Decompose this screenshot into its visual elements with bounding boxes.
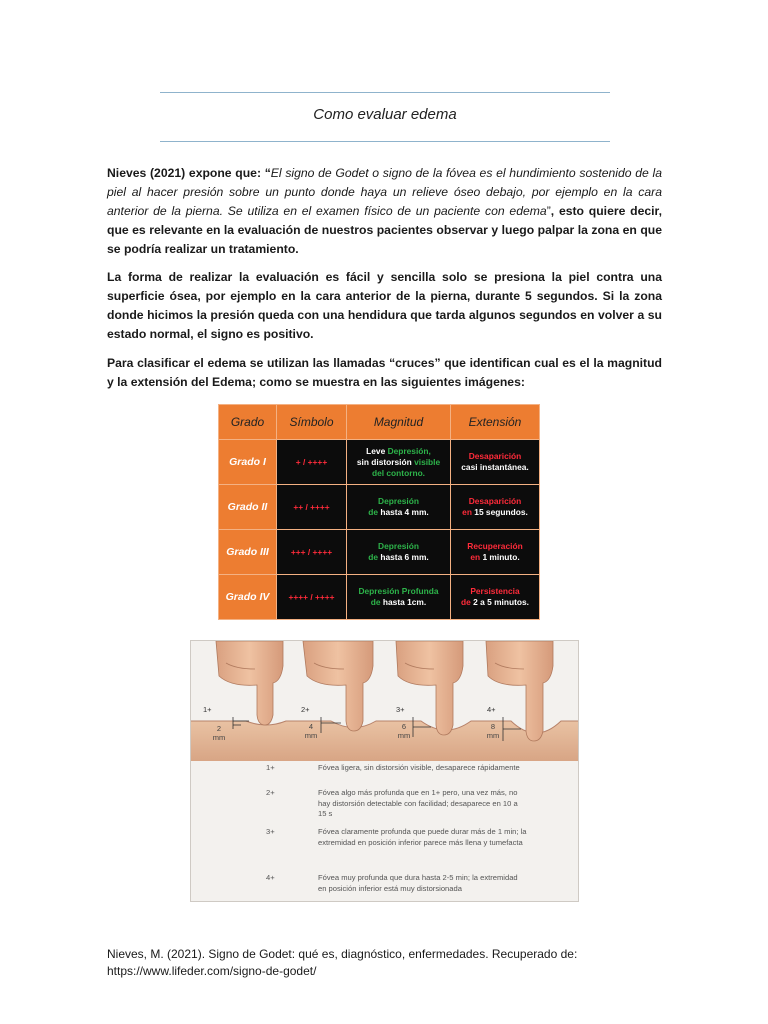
extension-cell: Recuperación en 1 minuto. [451,530,540,575]
hand-1 [216,641,283,725]
extension-cell: Desaparición en 15 segundos. [451,485,540,530]
magnitude-cell: Leve Depresión, sin distorsión visible del contorno. [347,440,451,485]
paragraph-definition [107,164,662,259]
table-row [219,440,540,485]
table-header-row [219,405,540,440]
header-extension: Extensión [451,405,540,440]
godet-quote: El signo de Godet o signo de la fóvea es el hundimiento sostenido de la piel al hacer presión sobre un punto donde haya un relieve óseo debajo, por ejemplo en la cara anterior de la pierna. Se utiliza en el examen físico de un paciente con edema [107,166,662,218]
definition-tail: , esto quiere decir, que es relevante en la evaluación de nuestros pacientes observar y luego palpar la zona en que se podría realizar un tratamiento. [107,204,662,256]
edema-grade-table [218,404,540,620]
level-label-3: 3+ [396,705,405,714]
table-row [219,485,540,530]
godet-sign-illustration: 1+ 2+ 3+ 4+ 2 mm 4 mm 6 mm 8 mm 1+ Fóvea ligera, sin distorsión visible, desaparece rápidamente 2+ Fóvea algo más profunda que en 1+ pero, una vez más, no hay distorsión detectable con facilidad; desaparece en 10 a 15 s 3+ Fóvea claramente profunda que puede durar más de 1 min; la extremidad en posición inferior parece más llena y tumefacta 4+ Fóvea muy profunda que dura hasta 2-5 min; la extremidad en posición inferior está muy distorsionada [190,640,579,902]
depth-label-2mm: 2 mm [212,724,226,742]
depth-label-6mm: 6 mm [397,722,411,740]
level-label-1: 1+ [203,705,212,714]
skin-surface [191,721,578,761]
grade-cell: Grado II [219,485,277,530]
page-title: Como evaluar edema [313,106,457,123]
depth-label-8mm: 8 mm [486,722,500,740]
paragraph-classification [107,354,662,392]
grade-cell: Grado IV [219,575,277,620]
finger-pressure-drawing [191,641,578,761]
method-text: La forma de realizar la evaluación es fácil y sencilla solo se presiona la piel contra una superficie ósea, por ejemplo en la cara anterior de la pierna, durante 5 segundos. Si la zona donde hicimos la presión queda con una hendidura que tarda algunos segundos en volver a su estado normal, el signo es positivo. [107,270,662,341]
grade-cell: Grado III [219,530,277,575]
table-row [219,530,540,575]
level-label-4: 4+ [487,705,496,714]
extension-cell: Persistencia de 2 a 5 minutos. [451,575,540,620]
depth-label-4mm: 4 mm [304,722,318,740]
header-grado: Grado [219,405,277,440]
symbol-cell: +++ / ++++ [277,530,347,575]
magnitude-cell: Depresión de hasta 4 mm. [347,485,451,530]
header-magnitud: Magnitud [347,405,451,440]
hand-2 [303,641,373,731]
level-label-2: 2+ [301,705,310,714]
author-lead: Nieves (2021) expone que: “ [107,166,271,180]
classification-text: Para clasificar el edema se utilizan las llamadas “cruces” que identifican cual es el la magnitud y la extensión del Edema; como se muestra en las siguientes imágenes: [107,356,662,389]
table-row [219,575,540,620]
symbol-cell: ++ / ++++ [277,485,347,530]
top-rule [160,92,610,93]
header-simbolo: Símbolo [277,405,347,440]
grade-cell: Grado I [219,440,277,485]
magnitude-cell: Depresión de hasta 6 mm. [347,530,451,575]
reference-text: Nieves, M. (2021). Signo de Godet: qué es, diagnóstico, enfermedades. Recuperado de: [107,947,578,961]
magnitude-cell: Depresión Profunda de hasta 1cm. [347,575,451,620]
reference-citation [107,946,667,980]
quote-close: ” [546,204,551,218]
title-rule [160,141,610,142]
paragraph-method [107,268,662,344]
symbol-cell: ++++ / ++++ [277,575,347,620]
symbol-cell: + / ++++ [277,440,347,485]
extension-cell: Desaparición casi instantánea. [451,440,540,485]
reference-url[interactable]: https://www.lifeder.com/signo-de-godet/ [107,964,317,978]
